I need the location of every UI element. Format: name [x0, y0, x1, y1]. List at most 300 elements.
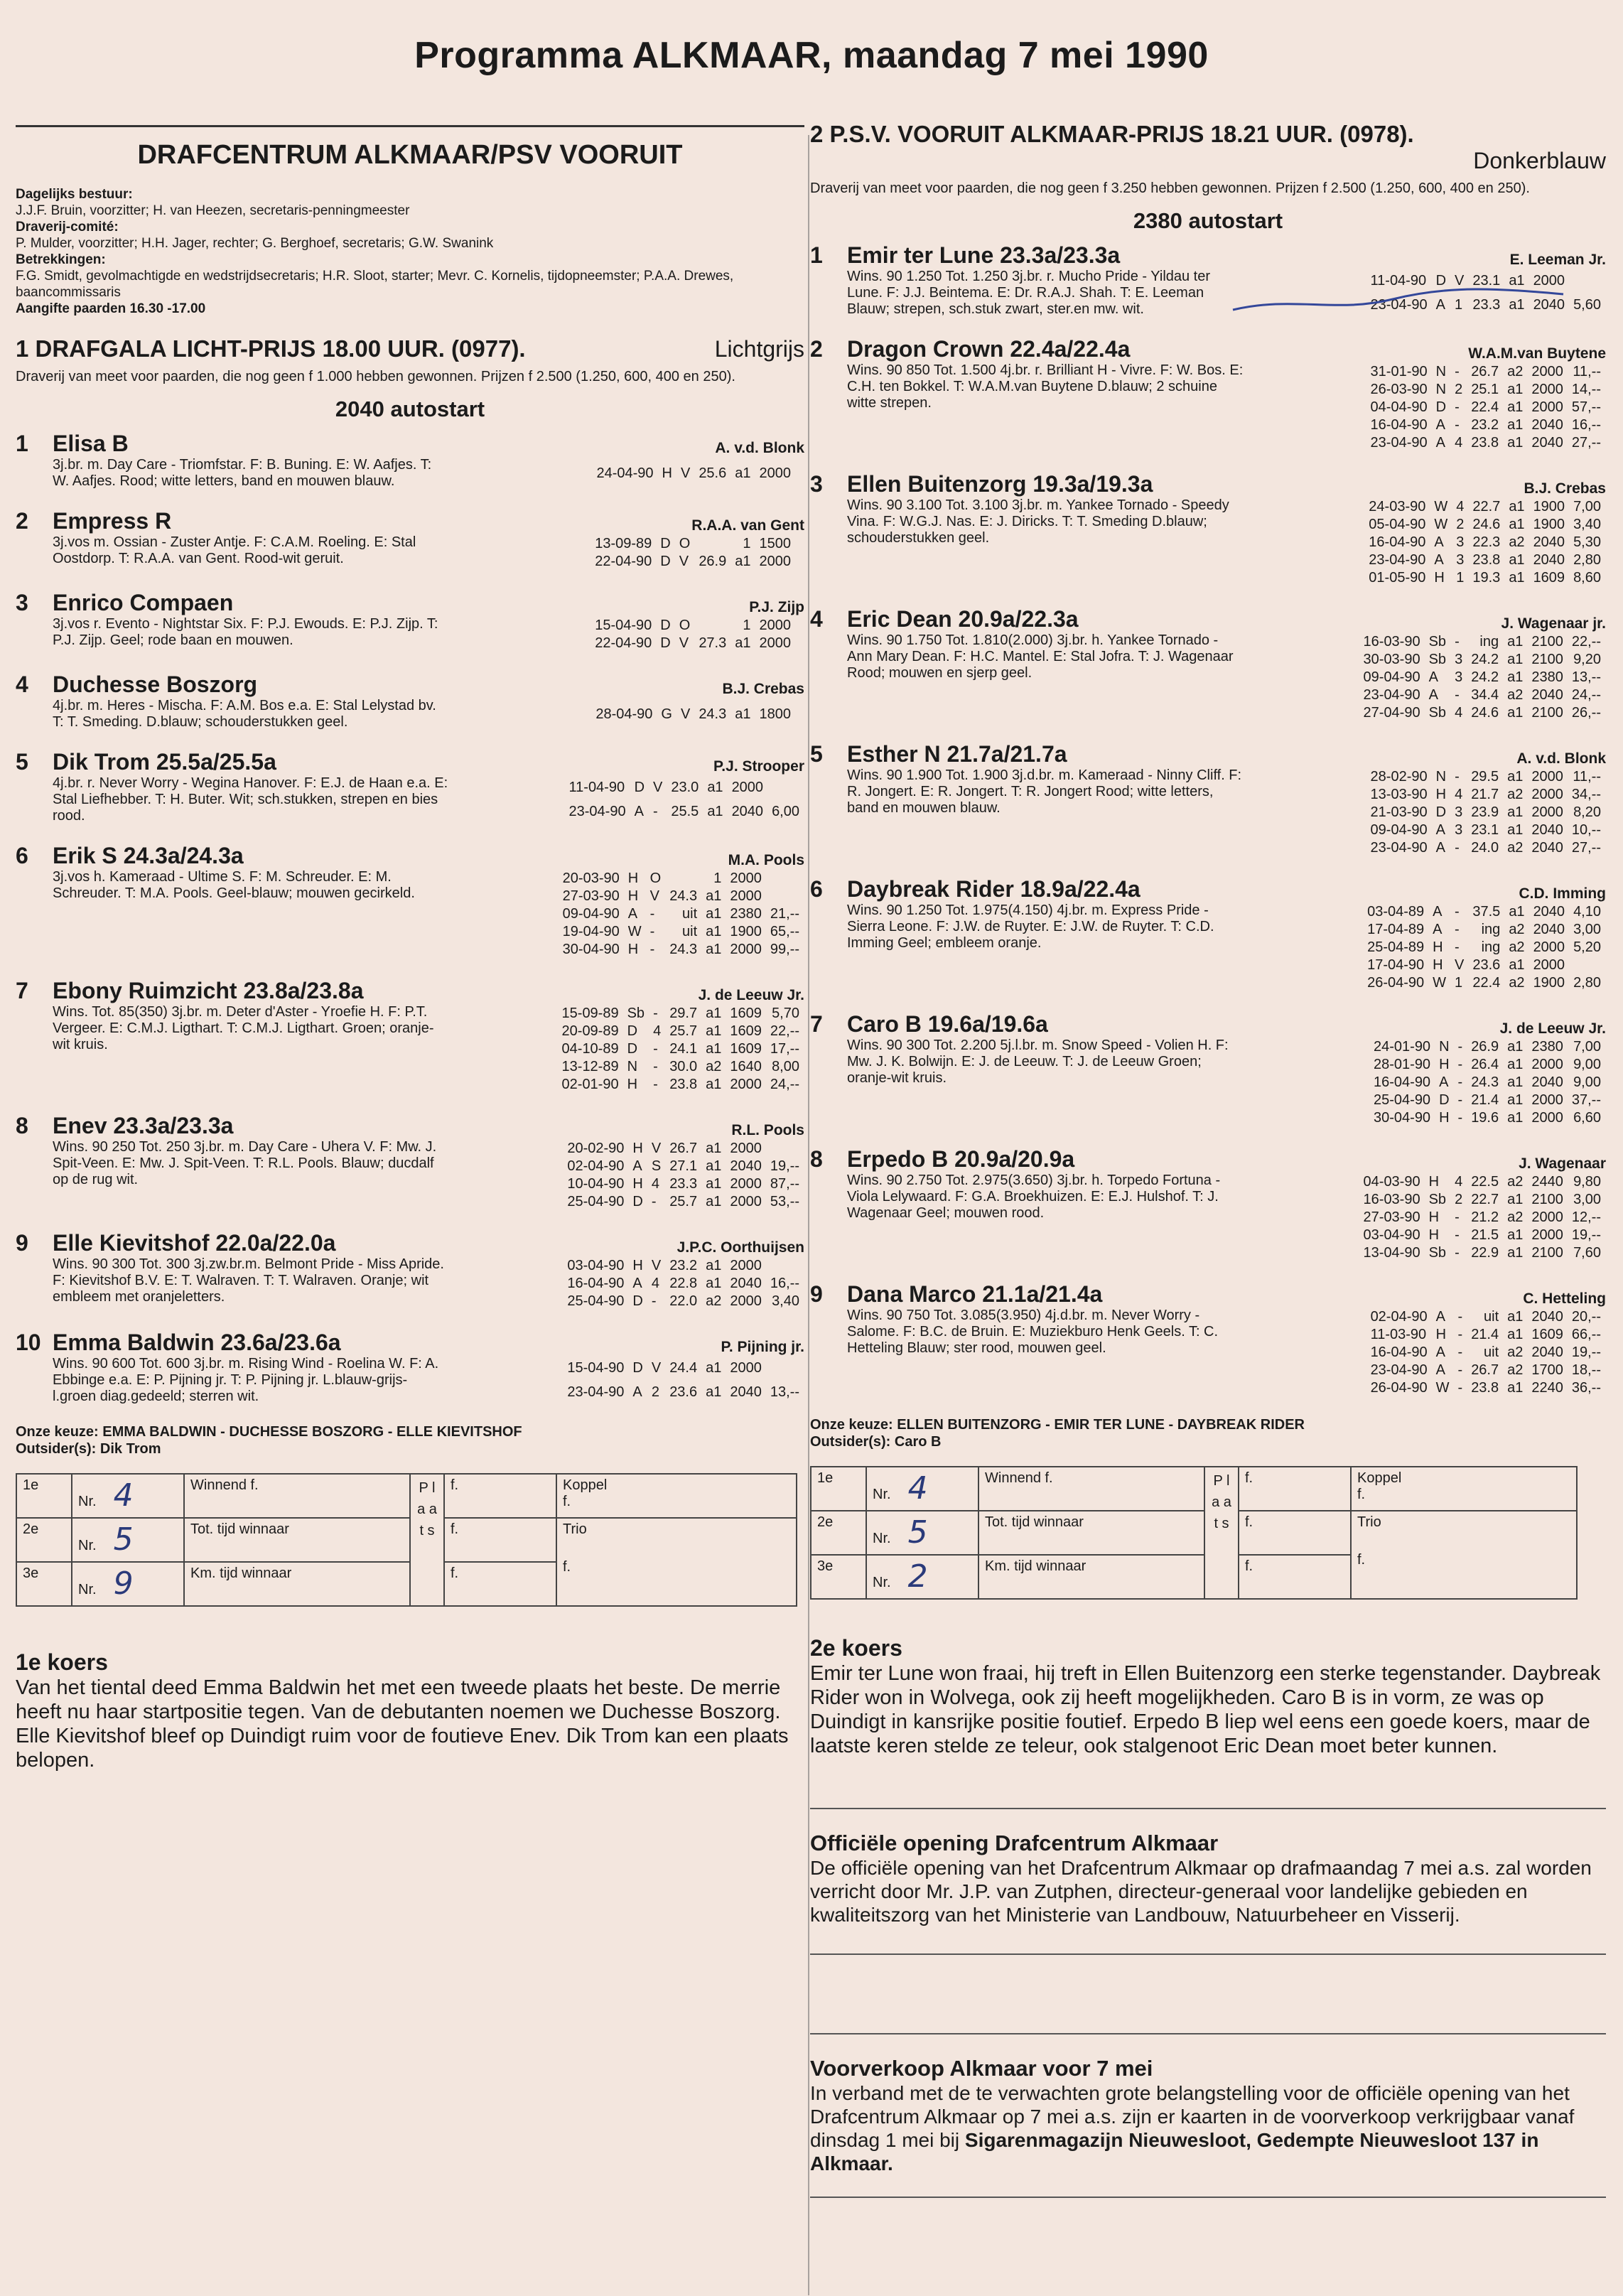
performance-cell: V: [679, 554, 689, 569]
performance-cell: a1: [707, 780, 723, 796]
performance-cell: a1: [706, 1276, 722, 1291]
race1-color: Lichtgrijs: [714, 336, 804, 362]
performance-row: [1360, 669, 1605, 686]
performance-cell: 12,--: [1571, 1209, 1601, 1225]
horse-name-text: Dik Trom 25.5a/25.5a: [53, 749, 276, 775]
horse-info: Wins. 90 300 Tot. 300 3j.zw.br.m. Belmont Pride - Miss Apride. F: Kievitshof B.V. E: T. Walraven. T: T. Walraven. Oranje; wit embleem met oranjeletters.: [53, 1256, 444, 1305]
plaats-amount[interactable]: f.: [1239, 1555, 1351, 1599]
performance-cell: -: [1455, 1227, 1460, 1243]
performance-table: [590, 616, 804, 653]
column-divider: [808, 135, 809, 2295]
horse-header: [16, 749, 804, 775]
horse-number: 8: [810, 1146, 823, 1172]
performance-row: [559, 871, 803, 887]
performance-table: [1359, 1173, 1606, 1263]
horse-name-text: Empress R: [53, 508, 172, 534]
horse-number: 4: [810, 606, 823, 632]
performance-cell: a1: [706, 1194, 722, 1209]
race2-keuze: [810, 1416, 1606, 1450]
race2-distance: 2380 autostart: [1133, 208, 1283, 233]
performance-cell: a1: [706, 1041, 722, 1057]
performance-cell: 16-03-90: [1363, 634, 1420, 650]
performance-cell: H: [632, 1258, 643, 1273]
horse-info: Wins. 90 600 Tot. 600 3j.br. m. Rising Wind - Roelina W. F: A. Ebbinge e.a. E: P. Pijning jr. T: P. Pijning jr. L.blauw-grijs-l.groen diag.gedeeld; sterren wit.: [53, 1356, 439, 1404]
performance-cell: a1: [1507, 634, 1524, 650]
horse-name: [16, 508, 171, 534]
performance-cell: a1: [1507, 1057, 1524, 1072]
performance-cell: 23.8: [1471, 435, 1499, 451]
number-cell[interactable]: [72, 1474, 184, 1518]
horse-number: 3: [810, 471, 823, 497]
performance-table: [1359, 632, 1606, 723]
performance-cell: -: [1457, 1344, 1463, 1360]
performance-cell: 13,--: [770, 1384, 799, 1400]
performance-cell: a1: [1507, 1380, 1524, 1396]
performance-cell: 22.8: [669, 1276, 698, 1291]
plaats-amount[interactable]: f.: [444, 1518, 556, 1562]
performance-cell: 2440: [1531, 1174, 1563, 1190]
performance-cell: [666, 871, 701, 887]
performance-cell: O: [679, 536, 691, 551]
horse-entry: [810, 471, 1606, 588]
performance-cell: 16-04-90: [567, 1276, 625, 1291]
performance-cell: 2: [1455, 382, 1463, 397]
performance-cell: 03-04-89: [1367, 904, 1425, 920]
horse-info: Wins. 90 1.900 Tot. 1.900 3j.d.br. m. Kameraad - Ninny Cliff. F: R. Jongert. E: R. Jongert. T: R. Jongert Rood; witte letters, band en mouwen blauw.: [847, 767, 1242, 816]
horse-header: [810, 471, 1606, 497]
performance-cell: a1: [706, 1258, 722, 1273]
plaats-amount[interactable]: f.: [444, 1562, 556, 1606]
performance-cell: 23-04-90: [1370, 435, 1428, 451]
nr-label: Nr.: [78, 1538, 97, 1553]
performance-cell: A: [1434, 552, 1444, 568]
koppel-cell[interactable]: [556, 1474, 797, 1518]
performance-cell: 2: [1455, 1192, 1463, 1207]
performance-row: [1367, 1380, 1605, 1396]
performance-cell: [767, 1357, 803, 1380]
performance-cell: 19-04-90: [562, 924, 620, 939]
performance-cell: 3: [1455, 804, 1463, 820]
performance-cell: W: [1434, 499, 1448, 514]
performance-cell: 2040: [731, 803, 764, 819]
performance-cell: D: [627, 1023, 638, 1039]
performance-cell: 18,--: [1571, 1362, 1601, 1378]
performance-cell: 8,00: [772, 1059, 799, 1074]
separator: [810, 1808, 1606, 1809]
performance-cell: A: [1435, 840, 1445, 856]
performance-cell: 31-01-90: [1370, 364, 1428, 379]
horse-entry: [16, 1330, 804, 1405]
horse-info: 3j.br. m. Day Care - Triomfstar. F: B. Buning. E: W. Aafjes. T: W. Aafjes. Rood; witte letters, band en mouwen blauw.: [53, 457, 432, 489]
performance-cell: 27-03-90: [562, 888, 620, 904]
performance-cell: A: [632, 1158, 642, 1174]
handwritten-number: 5: [113, 1521, 134, 1558]
performance-cell: [767, 1141, 803, 1157]
performance-cell: 22-04-90: [595, 554, 652, 569]
performance-cell: 37.5: [1472, 904, 1501, 920]
performance-cell: a1: [1507, 417, 1524, 433]
race2-header: [810, 121, 1606, 148]
number-cell[interactable]: [866, 1555, 978, 1599]
performance-cell: 36,--: [1571, 1380, 1601, 1396]
horse-info: Wins. 90 1.250 Tot. 1.975(4.150) 4j.br. m. Express Pride - Sierra Leone. F: J.W. de Ruyter. E: J.W. de Ruyter. T: C.D. Imming Geel; embleem oranje.: [847, 902, 1214, 951]
performance-cell: a1: [1507, 435, 1524, 451]
performance-cell: Sb: [1428, 652, 1447, 667]
performance-table: [591, 457, 804, 490]
performance-cell: a2: [1507, 1174, 1524, 1190]
performance-cell: H: [1435, 1327, 1447, 1342]
performance-cell: 2040: [1531, 1344, 1563, 1360]
number-cell[interactable]: [72, 1562, 184, 1606]
horse-number: 10: [16, 1330, 41, 1355]
performance-cell: 02-04-90: [1370, 1309, 1428, 1325]
performance-cell: 24.1: [669, 1041, 698, 1057]
horse-number: 2: [16, 508, 28, 534]
performance-cell: A: [627, 906, 638, 922]
performance-cell: a1: [1509, 296, 1525, 313]
performance-cell: H: [662, 465, 672, 481]
performance-cell: 23-04-90: [568, 803, 626, 819]
performance-cell: a2: [1507, 1344, 1524, 1360]
performance-cell: 3: [1455, 822, 1463, 838]
performance-cell: 4: [651, 1276, 659, 1291]
performance-cell: -: [1455, 840, 1460, 856]
result-table: [16, 1473, 797, 1607]
performance-cell: 2240: [1531, 1380, 1563, 1396]
performance-cell: 1: [1455, 296, 1463, 313]
performance-row: [559, 888, 803, 905]
performance-cell: uit: [1484, 1309, 1499, 1325]
performance-cell: a1: [1507, 1110, 1524, 1126]
horse-header: [16, 431, 804, 457]
performance-cell: 3,40: [772, 1293, 799, 1309]
koppel-amount: f.: [563, 1494, 571, 1509]
performance-cell: D: [660, 536, 671, 551]
trio-cell[interactable]: [556, 1518, 797, 1606]
performance-cell: 2040: [1533, 904, 1565, 920]
performance-cell: 2,80: [1573, 552, 1601, 568]
performance-row: [1367, 364, 1605, 380]
performance-row: [1365, 499, 1605, 515]
handwritten-number: 5: [907, 1514, 928, 1551]
horse-name-text: Enev 23.3a/23.3a: [53, 1113, 234, 1138]
performance-cell: 2000: [1531, 1092, 1563, 1108]
horse-entry: [810, 1011, 1606, 1128]
performance-cell: 22,--: [1571, 634, 1601, 650]
performance-cell: 24,--: [1571, 687, 1601, 703]
horse-header: [16, 1330, 804, 1356]
performance-cell: N: [1439, 1039, 1450, 1055]
performance-row: [1367, 1309, 1605, 1325]
performance-cell: 27.3: [699, 635, 727, 651]
performance-cell: 2380: [1531, 1039, 1563, 1055]
performance-row: [564, 1293, 803, 1310]
horse-entry: [16, 1230, 804, 1311]
result-row: [16, 1474, 797, 1518]
plaats-label: P l a a t s: [1204, 1467, 1239, 1599]
performance-cell: 66,--: [1571, 1327, 1601, 1342]
performance-cell: 2040: [1531, 840, 1563, 856]
performance-cell: D: [632, 1360, 643, 1376]
performance-cell: 02-01-90: [561, 1077, 619, 1092]
horse-name: [16, 978, 364, 1004]
handwritten-number: 9: [113, 1565, 134, 1602]
horse-entry: [810, 336, 1606, 453]
performance-cell: 2040: [1531, 1074, 1563, 1090]
race1-analysis-title: 1e koers: [16, 1649, 108, 1675]
horse-entry: [16, 978, 804, 1094]
performance-cell: a1: [707, 803, 723, 819]
performance-cell: -: [1455, 417, 1460, 433]
performance-cell: 53,--: [770, 1194, 799, 1209]
performance-cell: H: [1434, 570, 1445, 586]
performance-cell: A: [1433, 922, 1443, 937]
performance-cell: 28-01-90: [1374, 1057, 1431, 1072]
performance-cell: A: [1435, 296, 1445, 313]
performance-cell: a1: [706, 1360, 722, 1376]
performance-cell: a1: [1507, 1245, 1524, 1261]
horse-number: 5: [810, 741, 823, 767]
performance-cell: a1: [706, 924, 722, 939]
performance-cell: A: [1434, 534, 1444, 550]
performance-cell: 19,--: [770, 1158, 799, 1174]
board-heading: Dagelijks bestuur:: [16, 187, 133, 202]
race2-color: Donkerblauw: [1473, 148, 1606, 173]
race2-title: 2 P.S.V. VOORUIT ALKMAAR-PRIJS 18.21 UUR. (0978).: [810, 121, 1414, 147]
performance-cell: 23-04-90: [1370, 1362, 1428, 1378]
horse-name: [16, 1113, 233, 1139]
performance-row: [591, 554, 803, 570]
performance-cell: 09-04-90: [1363, 669, 1420, 685]
performance-cell: 1: [743, 618, 751, 633]
number-cell[interactable]: [866, 1511, 978, 1555]
performance-cell: [796, 618, 803, 634]
horse-number: 5: [16, 749, 28, 775]
horse-number: 4: [16, 672, 28, 697]
driver-name: J. de Leeuw Jr.: [1499, 1020, 1606, 1037]
performance-row: [1370, 1092, 1605, 1109]
horse-number: 6: [810, 876, 823, 902]
performance-cell: A: [1435, 1309, 1445, 1325]
horse-name-text: Dana Marco 21.1a/21.4a: [847, 1281, 1103, 1307]
horse-details: [16, 775, 804, 824]
separator: [810, 2197, 1606, 2198]
driver-name: B.J. Crebas: [1524, 480, 1606, 497]
performance-cell: 4: [1455, 787, 1463, 802]
plaats-amount[interactable]: f.: [1239, 1511, 1351, 1555]
performance-cell: 5,60: [1573, 296, 1601, 313]
performance-cell: A: [634, 803, 644, 819]
performance-cell: H: [1428, 1227, 1440, 1243]
performance-cell: G: [661, 706, 672, 722]
performance-cell: [695, 536, 730, 552]
horse-name: [810, 471, 1153, 497]
performance-cell: 16-04-90: [1369, 534, 1426, 550]
horse-details: [810, 1173, 1606, 1263]
trio-cell[interactable]: [1351, 1511, 1577, 1599]
performance-cell: a2: [1507, 787, 1524, 802]
performance-cell: ing: [1481, 922, 1501, 937]
performance-cell: 2000: [1531, 787, 1563, 802]
performance-cell: 2000: [730, 1077, 762, 1092]
performance-cell: 13-04-90: [1363, 1245, 1420, 1261]
performance-cell: a2: [706, 1059, 722, 1074]
performance-table: [590, 534, 804, 571]
separator: [810, 1953, 1606, 1955]
performance-cell: 1609: [730, 1023, 762, 1039]
horse-details: [810, 1308, 1606, 1398]
number-cell[interactable]: [72, 1518, 184, 1562]
performance-cell: [1570, 957, 1605, 974]
performance-cell: 1640: [730, 1059, 762, 1074]
nr-label: Nr.: [873, 1487, 891, 1502]
performance-cell: [768, 777, 803, 799]
performance-cell: a1: [1509, 957, 1525, 973]
horse-header: [16, 978, 804, 1004]
performance-cell: D: [627, 1041, 638, 1057]
driver-name: J. Wagenaar: [1519, 1155, 1606, 1172]
performance-cell: H: [1439, 1110, 1450, 1126]
right-column: [810, 121, 1606, 2219]
performance-cell: 25.1: [1471, 382, 1499, 397]
performance-row: [1367, 787, 1605, 803]
performance-cell: 1: [1456, 570, 1465, 586]
performance-cell: H: [1439, 1057, 1450, 1072]
performance-cell: N: [627, 1059, 638, 1074]
race1-header: [16, 335, 804, 362]
performance-row: [559, 1023, 803, 1040]
horse-entry: [810, 741, 1606, 858]
performance-cell: -: [1455, 687, 1460, 703]
performance-cell: 23.1: [1472, 273, 1501, 289]
performance-cell: 04-04-90: [1370, 399, 1428, 415]
performance-cell: 1900: [1533, 975, 1565, 991]
performance-cell: a1: [1509, 904, 1525, 920]
performance-cell: a1: [735, 554, 751, 569]
horse-info: 3j.vos m. Ossian - Zuster Antje. F: C.A.M. Roeling. E: Stal Oostdorp. T: R.A.A. van Gent. Rood-wit geruit.: [53, 534, 416, 566]
race2-entries: [810, 242, 1606, 1398]
performance-cell: 24,--: [770, 1077, 799, 1092]
plaats-amount[interactable]: f.: [444, 1474, 556, 1518]
horse-name-text: Enrico Compaen: [53, 590, 234, 615]
horse-header: [16, 672, 804, 698]
performance-cell: 26.4: [1471, 1057, 1499, 1072]
performance-cell: -: [1455, 939, 1460, 955]
performance-table: [558, 869, 804, 959]
performance-row: [1360, 705, 1605, 721]
performance-cell: 2000: [1531, 769, 1563, 785]
horse-name: [16, 590, 233, 616]
result-row: [811, 1511, 1577, 1555]
performance-cell: a1: [1507, 804, 1524, 820]
performance-row: [1365, 534, 1605, 551]
performance-cell: uit: [682, 906, 698, 922]
organizer-title: DRAFCENTRUM ALKMAAR/PSV VOORUIT: [137, 140, 683, 170]
performance-cell: uit: [1484, 1344, 1499, 1360]
performance-cell: V: [1455, 957, 1465, 973]
performance-cell: -: [1457, 1327, 1463, 1342]
performance-row: [564, 1258, 803, 1274]
performance-cell: a1: [706, 1006, 722, 1021]
performance-cell: H: [632, 1176, 643, 1192]
performance-cell: 19.3: [1472, 570, 1501, 586]
performance-cell: a2: [1509, 534, 1525, 550]
performance-row: [559, 924, 803, 940]
performance-cell: 21-03-90: [1370, 804, 1428, 820]
performance-cell: a2: [1507, 1209, 1524, 1225]
performance-cell: 65,--: [770, 924, 799, 939]
amount-label: Km. tijd winnaar: [184, 1562, 410, 1606]
horse-name-text: Ellen Buitenzorg 19.3a/19.3a: [847, 471, 1153, 497]
number-cell[interactable]: [866, 1467, 978, 1511]
performance-cell: 87,--: [770, 1176, 799, 1192]
performance-cell: -: [1457, 1380, 1463, 1396]
performance-cell: 13-12-89: [561, 1059, 619, 1074]
performance-row: [1360, 1192, 1605, 1208]
performance-cell: 3,40: [1573, 517, 1601, 532]
horse-entry: [810, 242, 1606, 318]
horse-name-text: Emir ter Lune 23.3a/23.3a: [847, 242, 1121, 268]
performance-cell: a1: [706, 1158, 722, 1174]
performance-cell: V: [651, 1360, 662, 1376]
performance-cell: 23.1: [1471, 822, 1499, 838]
horse-info: 3j.vos h. Kameraad - Ultime S. F: M. Schreuder. E: M. Schreuder. T: M.A. Pools. Geel-blauw; mouwen gecirkeld.: [53, 869, 415, 901]
driver-name: J. de Leeuw Jr.: [698, 987, 804, 1003]
horse-header: [810, 1146, 1606, 1173]
performance-cell: 25-04-90: [567, 1194, 625, 1209]
performance-cell: 8,60: [1573, 570, 1601, 586]
trio-amount: f.: [1357, 1552, 1366, 1568]
performance-cell: 1609: [730, 1006, 762, 1021]
performance-cell: 2000: [1531, 1209, 1563, 1225]
performance-cell: 25.7: [669, 1023, 698, 1039]
horse-entry: [16, 431, 804, 490]
performance-cell: N: [1435, 364, 1447, 379]
place-label: 3e: [811, 1555, 866, 1599]
performance-row: [593, 458, 803, 488]
performance-cell: 23-04-90: [1369, 552, 1426, 568]
performance-cell: 22.7: [1471, 1192, 1499, 1207]
performance-row: [1364, 975, 1605, 991]
performance-cell: -: [1455, 769, 1460, 785]
performance-cell: V: [651, 1258, 662, 1273]
performance-cell: 11-04-90: [1370, 273, 1427, 289]
performance-cell: 2100: [1531, 705, 1563, 721]
horse-number: 2: [810, 336, 823, 362]
performance-cell: 25-04-89: [1367, 939, 1425, 955]
horse-header: [810, 876, 1606, 902]
performance-cell: 7,00: [1573, 499, 1601, 514]
koppel-cell[interactable]: [1351, 1467, 1577, 1511]
performance-cell: 30-04-90: [1374, 1110, 1431, 1126]
performance-cell: 25.7: [669, 1194, 698, 1209]
performance-cell: 24.3: [669, 942, 698, 957]
performance-cell: 5,30: [1573, 534, 1601, 550]
performance-cell: 2000: [1531, 1057, 1563, 1072]
performance-cell: 1800: [759, 706, 791, 722]
performance-cell: 23.9: [1471, 804, 1499, 820]
horse-name: [16, 431, 129, 457]
performance-cell: -: [1457, 1309, 1463, 1325]
plaats-amount[interactable]: f.: [1239, 1467, 1351, 1511]
performance-row: [1360, 1209, 1605, 1226]
performance-cell: 17-04-90: [1367, 957, 1425, 973]
performance-cell: H: [627, 1077, 638, 1092]
performance-cell: -: [1457, 1039, 1463, 1055]
horse-name-text: Duchesse Boszorg: [53, 672, 258, 697]
nr-label: Nr.: [873, 1575, 891, 1590]
performance-cell: 04-03-90: [1363, 1174, 1420, 1190]
